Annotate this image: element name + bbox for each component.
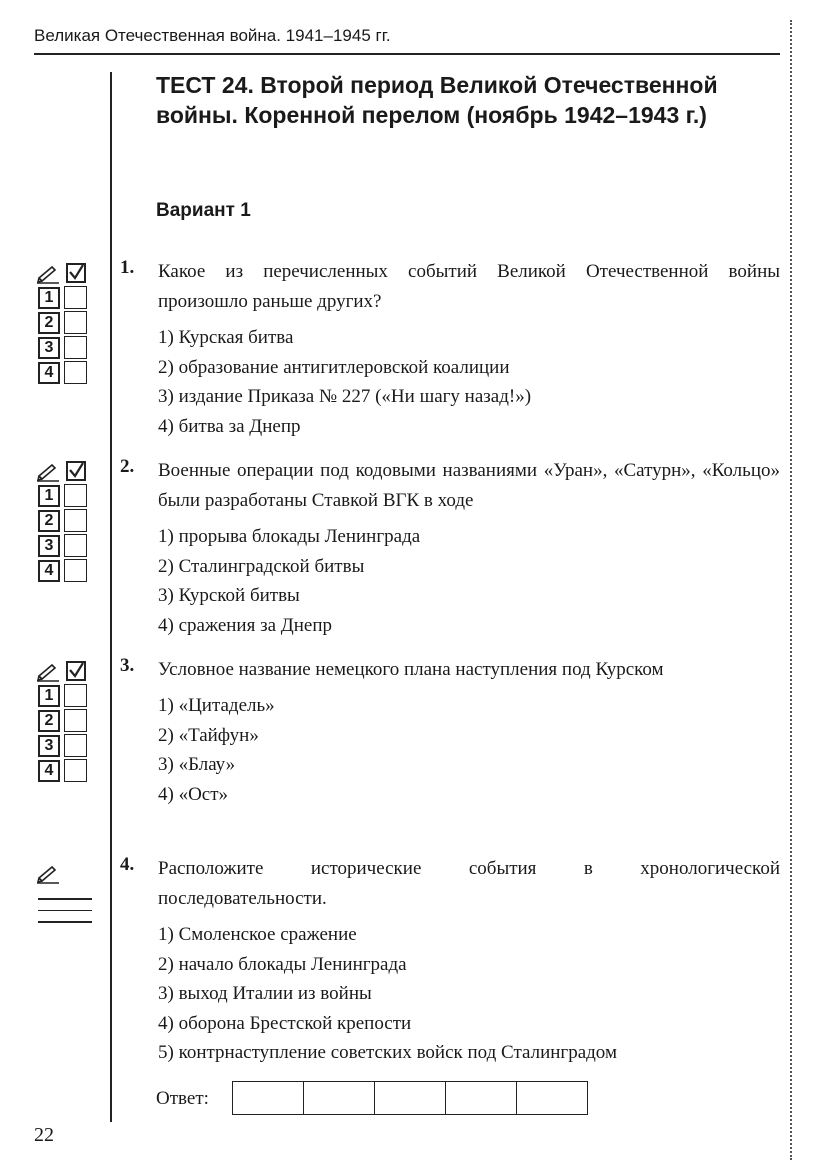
answer-number: 1: [38, 685, 60, 707]
option[interactable]: 1) «Цитадель»: [158, 695, 275, 716]
answer-checkbox[interactable]: [64, 484, 87, 507]
question-1: [120, 257, 780, 441]
option: 1) Смоленское сражение: [158, 924, 357, 945]
answer-checkbox[interactable]: [64, 684, 87, 707]
option: 2) начало блокады Ленинграда: [158, 953, 407, 975]
option[interactable]: 4) битва за Днепр: [158, 415, 301, 437]
pen-icon: [36, 862, 60, 884]
question-text: Военные операции под кодовыми названиями «Уран», «Сатурн», «Кольцо» были разработаны Ставкой ВГК в ходе: [158, 460, 780, 511]
header-rule: [34, 53, 780, 55]
question-number: 2.: [120, 456, 135, 477]
option[interactable]: 4) «Ост»: [158, 783, 229, 805]
answer-grid-q1: [36, 260, 87, 385]
answer-checkbox[interactable]: [64, 759, 87, 782]
question-text: Расположите исторические события в хронологической последовательности.: [158, 858, 780, 909]
question-number: 1.: [120, 257, 135, 278]
question-text: Какое из перечисленных событий Великой Отечественной войны произошло раньше других?: [158, 261, 780, 312]
answer-cell[interactable]: [374, 1082, 445, 1114]
question-3: [120, 655, 780, 809]
checked-box-icon: [66, 661, 86, 681]
answer-cell[interactable]: [303, 1082, 374, 1114]
option[interactable]: 2) образование антигитлеровской коалиции: [158, 356, 510, 378]
option: 5) контрнаступление советских войск под Сталинградом: [158, 1042, 617, 1063]
answer-number: 3: [38, 735, 60, 757]
answer-checkbox[interactable]: [64, 361, 87, 384]
checked-box-icon: [66, 263, 86, 283]
page-edge-dotted: [790, 20, 792, 1160]
option[interactable]: 1) Курская битва: [158, 327, 294, 348]
question-number: 3.: [120, 655, 135, 676]
question-2: [120, 456, 780, 640]
question-options: [158, 920, 780, 1068]
answer-checkbox[interactable]: [64, 534, 87, 557]
variant-label: Вариант 1: [156, 200, 251, 221]
answer-cell[interactable]: [233, 1082, 303, 1114]
option[interactable]: 3) издание Приказа № 227 («Ни шагу назад!»): [158, 386, 532, 407]
answer-cells: [232, 1081, 588, 1115]
answer-cell[interactable]: [445, 1082, 516, 1114]
test-title: ТЕСТ 24. Второй период Великой Отечественной войны. Коренной перелом (ноябрь 1942–1943 г.): [156, 72, 718, 128]
answer-checkbox[interactable]: [64, 509, 87, 532]
question-options: [158, 522, 780, 640]
margin-rule: [110, 72, 112, 1122]
option[interactable]: 3) Курской битвы: [158, 585, 300, 606]
answer-number: 3: [38, 337, 60, 359]
answer-checkbox[interactable]: [64, 311, 87, 334]
pen-icon: [36, 262, 60, 284]
question-number: 4.: [120, 854, 135, 875]
answer-number: 4: [38, 560, 60, 582]
option: 4) оборона Брестской крепости: [158, 1012, 412, 1034]
pen-icon: [36, 660, 60, 682]
answer-checkbox[interactable]: [64, 559, 87, 582]
answer-cell[interactable]: [516, 1082, 587, 1114]
option[interactable]: 1) прорыва блокады Ленинграда: [158, 526, 421, 547]
pen-icon: [36, 460, 60, 482]
page-number: 22: [34, 1124, 54, 1146]
answer-number: 4: [38, 362, 60, 384]
option[interactable]: 4) сражения за Днепр: [158, 614, 332, 636]
answer-grid-q2: [36, 458, 87, 583]
answer-area-q4: [36, 862, 60, 884]
answer-number: 2: [38, 510, 60, 532]
answer-checkbox[interactable]: [64, 336, 87, 359]
answer-number: 2: [38, 710, 60, 732]
question-text: Условное название немецкого плана наступления под Курском: [158, 659, 664, 680]
option: 3) выход Италии из войны: [158, 983, 372, 1004]
question-4: [120, 854, 780, 1068]
answer-checkbox[interactable]: [64, 709, 87, 732]
answer-number: 2: [38, 312, 60, 334]
answer-label: Ответ:: [156, 1088, 209, 1109]
checked-box-icon: [66, 461, 86, 481]
answer-line[interactable]: [38, 898, 92, 900]
answer-lines: [38, 888, 92, 923]
answer-grid-q3: [36, 658, 87, 783]
answer-number: 4: [38, 760, 60, 782]
answer-number: 1: [38, 287, 60, 309]
option[interactable]: 2) «Тайфун»: [158, 724, 259, 746]
answer-checkbox[interactable]: [64, 734, 87, 757]
option[interactable]: 3) «Блау»: [158, 754, 236, 775]
answer-line[interactable]: [38, 910, 92, 912]
question-options: [158, 691, 780, 809]
answer-number: 1: [38, 485, 60, 507]
option[interactable]: 2) Сталинградской битвы: [158, 555, 365, 577]
answer-number: 3: [38, 535, 60, 557]
answer-line[interactable]: [38, 921, 92, 923]
answer-checkbox[interactable]: [64, 286, 87, 309]
question-options: [158, 323, 780, 441]
running-header: Великая Отечественная война. 1941–1945 гг.: [34, 26, 391, 45]
